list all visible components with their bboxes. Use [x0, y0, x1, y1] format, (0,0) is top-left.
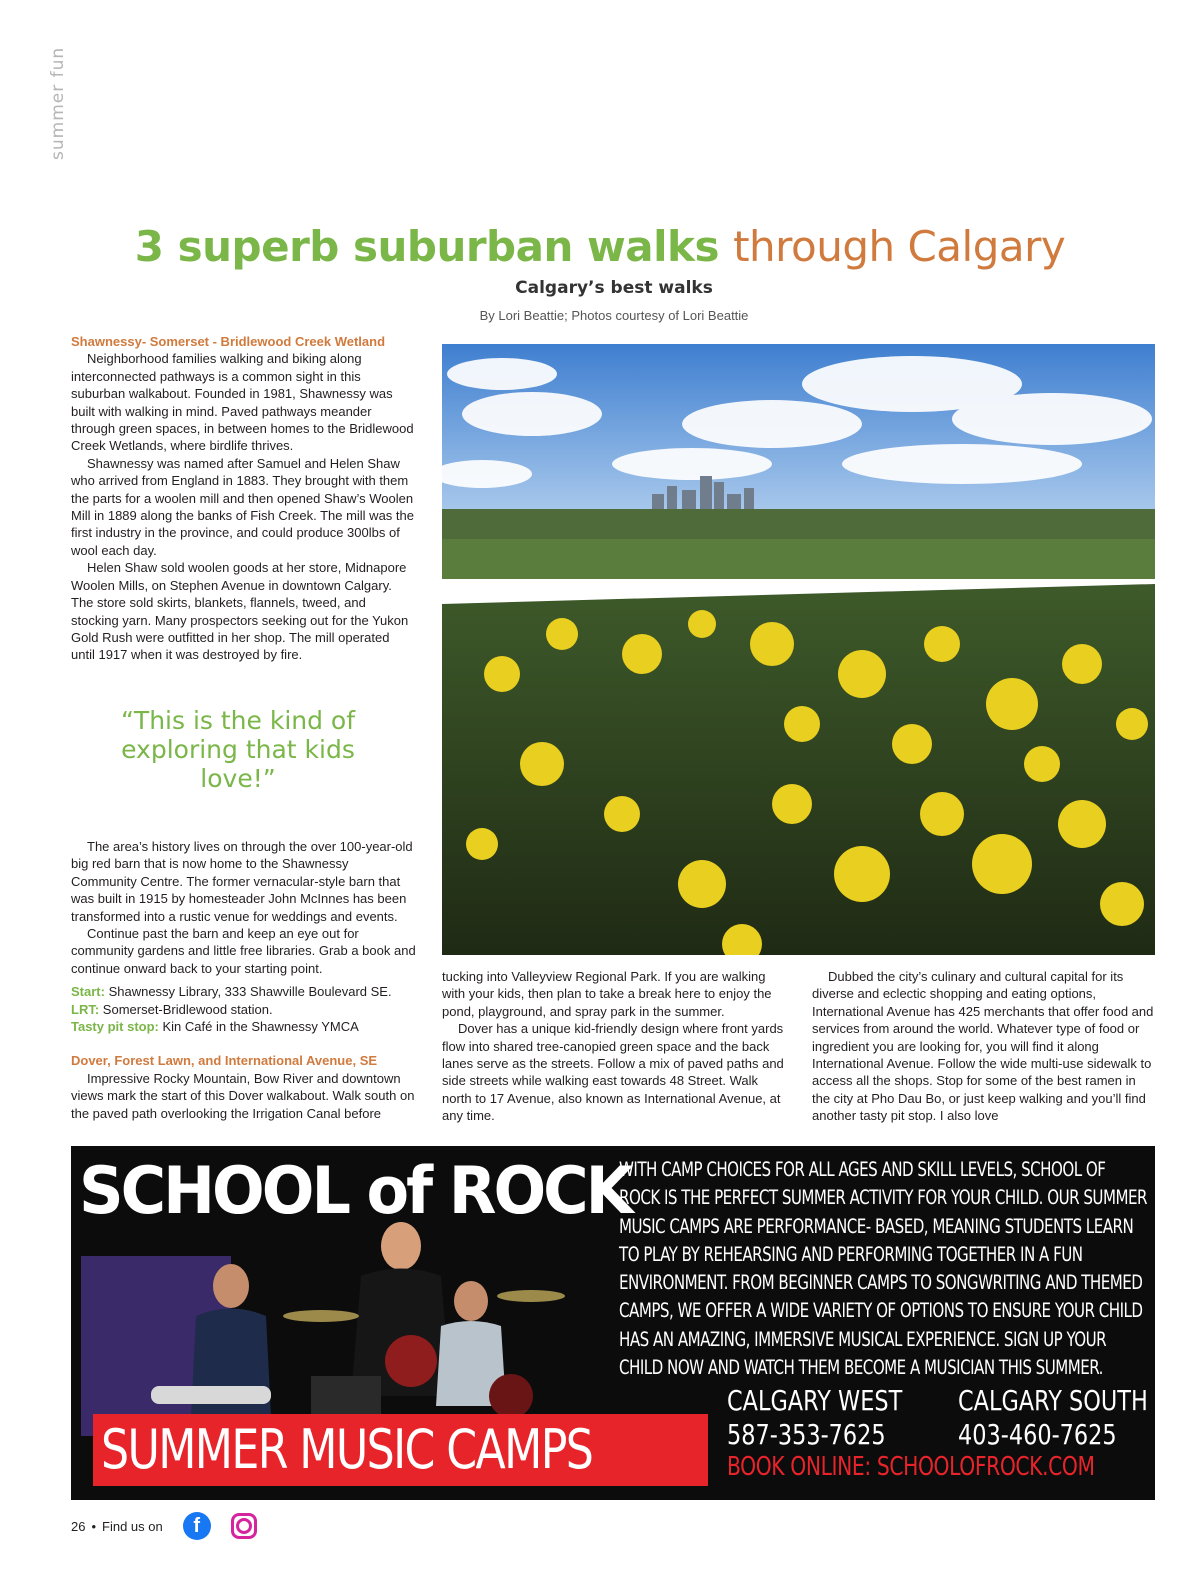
- paragraph: Shawnessy was named after Samuel and Helen Shaw who arrived from England in 1883. They brought with them the parts for a woolen mill and then opened Shaw’s Woolen Mill in 1889 along the banks of Fish Creek. The mill was the first industry in the province, and could produce 300lbs of wool each day.: [71, 455, 414, 558]
- title-orange: through Calgary: [733, 222, 1066, 271]
- paragraph: Helen Shaw sold woolen goods at her store, Midnapore Woolen Mills, on Stephen Avenue in downtown Calgary. The store sold skirts, blankets, flannels, tweed, and stocking yarn. Many prospectors seeking out for the Yukon Gold Rush were outfitted in her shop. The mill operated until 1917 when it was destroyed by fire.: [71, 560, 409, 663]
- instagram-icon[interactable]: [231, 1513, 257, 1539]
- location-name: CALGARY WEST: [727, 1384, 903, 1417]
- lrt-label: LRT:: [71, 1001, 100, 1017]
- pit-stop-label: Tasty pit stop:: [71, 1019, 159, 1035]
- pit-stop-value: Kin Café in the Shawnessy YMCA: [162, 1019, 359, 1035]
- paragraph: Continue past the barn and keep an eye out for community gardens and little free libraries. Grab a book and continue onward back to your starting point.: [71, 926, 416, 976]
- section-tag: summer fun: [48, 46, 68, 160]
- bullet-separator: •: [91, 1518, 97, 1534]
- column-left-top: [71, 333, 416, 664]
- pit-stop-line: [71, 1018, 416, 1035]
- summer-music-camps-banner: [93, 1414, 708, 1486]
- school-of-rock-ad[interactable]: [71, 1146, 1155, 1500]
- lrt-line: [71, 1001, 416, 1018]
- location-calgary-south: [958, 1384, 1148, 1452]
- lrt-value: Somerset-Bridlewood station.: [102, 1001, 273, 1017]
- paragraph: The area’s history lives on through the over 100-year-old big red barn that is now home to the Shawnessy Community Centre. The former vernacular-style barn that was built in 1915 by homesteader John McInnes has been transformed into a rustic venue for weddings and events.: [71, 839, 413, 924]
- column-right: [812, 968, 1157, 1125]
- location-phone: 403-460-7625: [958, 1418, 1117, 1451]
- banner-text: SUMMER MUSIC CAMPS: [101, 1418, 593, 1481]
- column-left-bottom: [71, 838, 416, 1122]
- footer-text: Find us on: [102, 1518, 163, 1534]
- page-number: 26: [71, 1518, 86, 1534]
- start-value: Shawnessy Library, 333 Shawville Boulevard SE.: [108, 984, 392, 1000]
- school-of-rock-logo: SCHOOL of ROCK: [79, 1152, 631, 1229]
- paragraph: Dubbed the city’s culinary and cultural capital for its diverse and eclectic shopping and eating options, International Avenue has 425 merchants that offer food and services from around the world. Whatever type of food or ingredient you are looking for, you will find it along International Avenue. Follow the wide multi-use sidewalk to access all the shops. Stop for some of the best ramen in the city at Pho Dau Bo, or just keep walking and you’ll find another tasty pit stop. I also love: [812, 969, 1154, 1124]
- facebook-icon[interactable]: f: [183, 1512, 211, 1540]
- book-online-link[interactable]: BOOK ONLINE: SCHOOLOFROCK.COM: [727, 1452, 1095, 1482]
- section-heading-dover: Dover, Forest Lawn, and International Avenue, SE: [71, 1053, 378, 1069]
- location-name: CALGARY SOUTH: [958, 1384, 1148, 1417]
- ad-body-text: WITH CAMP CHOICES FOR ALL AGES AND SKILL LEVELS, SCHOOL OF ROCK IS THE PERFECT SUMMER ACTIVITY FOR YOUR CHILD. OUR SUMMER MUSIC CAMPS ARE PERFORMANCE- BASED, MEANING STUDENTS LEARN TO PLAY BY REHEARSING AND PERFORMING TOGETHER IN A FUN ENVIRONMENT. FROM BEGINNER CAMPS TO SONGWRITING AND THEMED CAMPS, WE OFFER A WIDE VARIETY OF OPTIONS TO ENSURE YOUR CHILD HAS AN AMAZING, IMMERSIVE MUSICAL EXPERIENCE. SIGN UP YOUR CHILD NOW AND WATCH THEM BECOME A MUSICIAN THIS SUMMER.: [619, 1158, 1147, 1380]
- paragraph: Neighborhood families walking and biking along interconnected pathways is a common sight in this suburban walkabout. Founded in 1981, Shawnessy was built with walking in mind. Paved pathways meander through green spaces, in between homes to the Bridlewood Creek Wetlands, where birdlife thrives.: [71, 351, 414, 454]
- paragraph: Impressive Rocky Mountain, Bow River and downtown views mark the start of this Dover walkabout. Walk south on the paved path overlooking the Irrigation Canal before: [71, 1070, 415, 1121]
- start-line: [71, 983, 416, 1000]
- page-footer: [71, 1513, 257, 1539]
- article-byline: By Lori Beattie; Photos courtesy of Lori Beattie: [479, 308, 749, 323]
- article-photo-calgary-skyline: [442, 344, 1155, 955]
- article-title: [0, 222, 1200, 271]
- paragraph: Dover has a unique kid-friendly design where front yards flow into shared tree-canopied green space and the back lanes serve as the streets. Follow a mix of paved paths and side streets while walking east towards 48 Street. Walk north to 17 Avenue, also known as International Avenue, at any time.: [442, 1021, 784, 1124]
- title-green: 3 superb suburban walks: [134, 222, 719, 271]
- pull-quote: “This is the kind of exploring that kids love!”: [120, 706, 356, 793]
- paragraph: tucking into Valleyview Regional Park. If you are walking with your kids, then plan to take a break here to enjoy the pond, playground, and spray park in the summer.: [442, 969, 772, 1019]
- location-phone: 587-353-7625: [727, 1418, 886, 1451]
- article-subtitle: Calgary’s best walks: [515, 278, 713, 298]
- column-middle: [442, 968, 787, 1125]
- start-label: Start:: [71, 984, 105, 1000]
- location-calgary-west: [727, 1384, 902, 1452]
- section-heading-shawnessy: Shawnessy- Somerset - Bridlewood Creek Wetland: [71, 334, 386, 349]
